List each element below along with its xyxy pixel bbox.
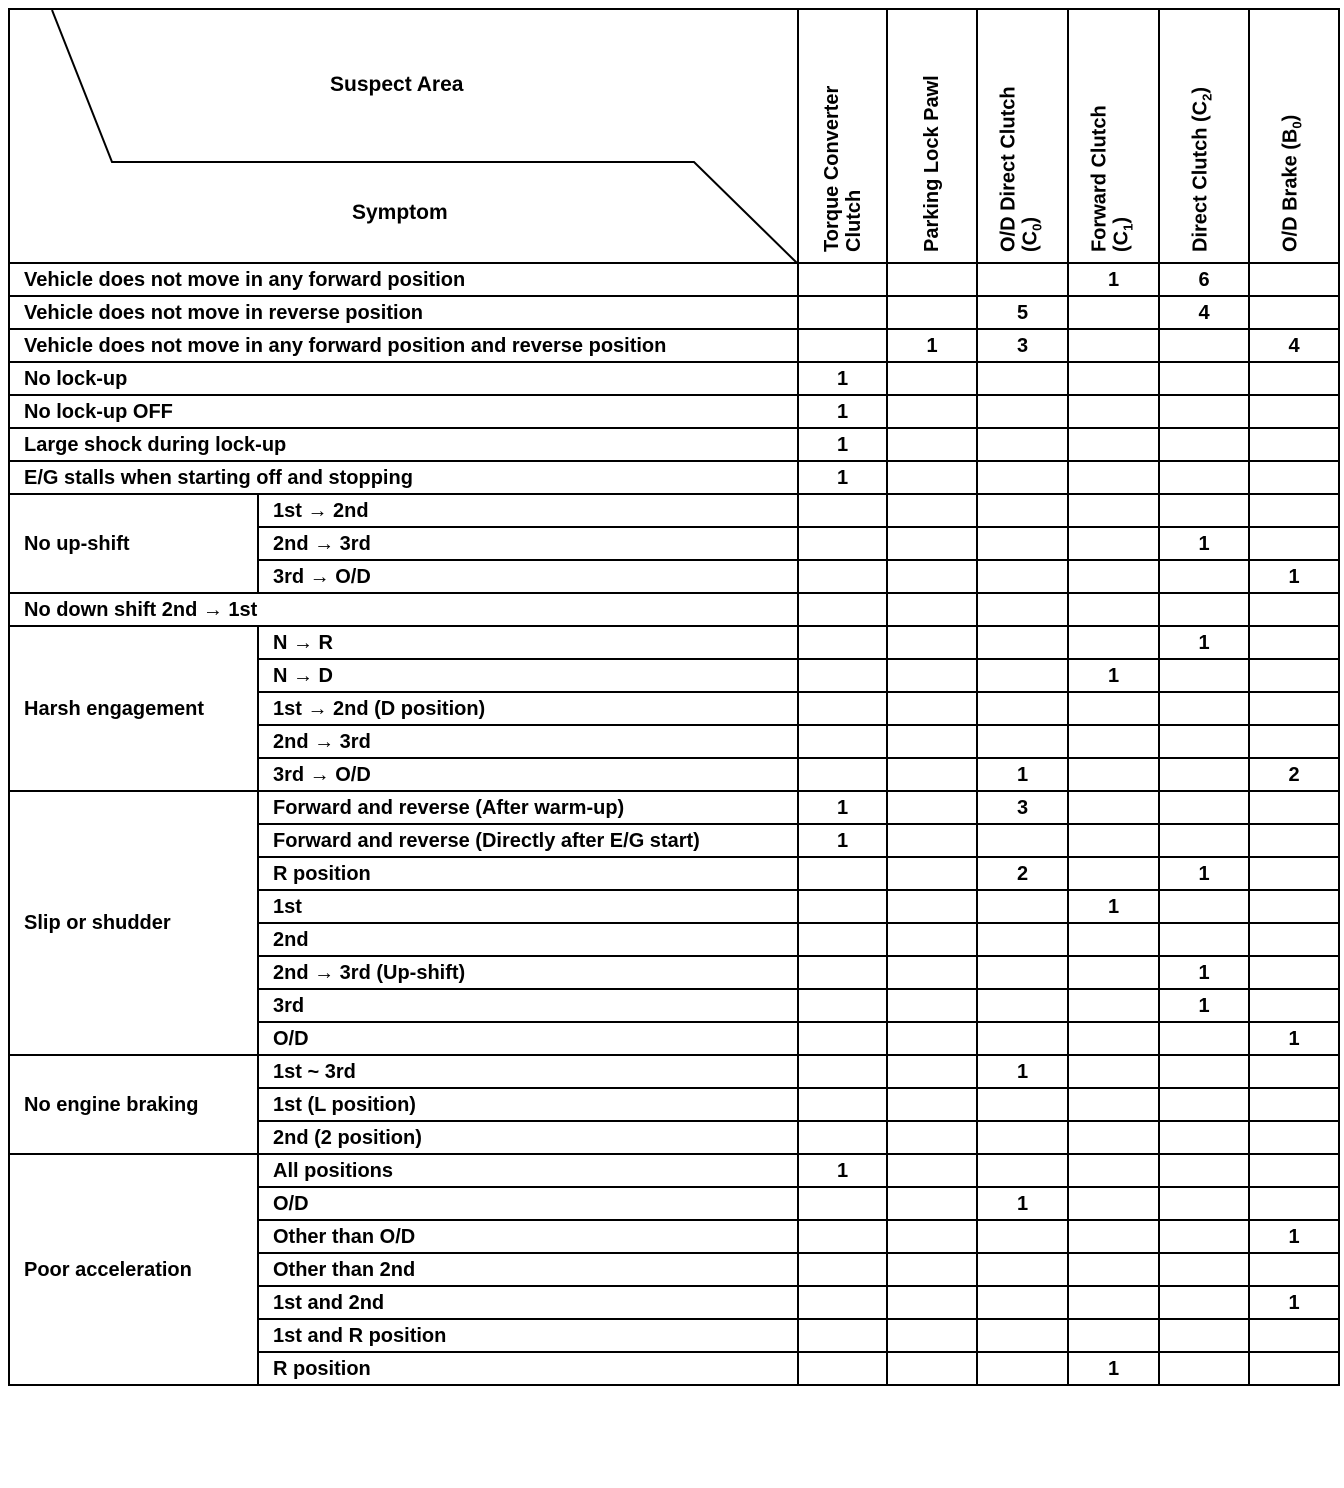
table-row: [9, 1154, 1339, 1187]
priority-cell: 1: [798, 461, 887, 494]
priority-cell: [977, 560, 1068, 593]
symptom-group-cell: Poor acceleration: [9, 1154, 258, 1385]
priority-cell: [798, 1352, 887, 1385]
priority-cell: 2: [977, 857, 1068, 890]
priority-cell: [887, 1319, 977, 1352]
priority-cell: [798, 923, 887, 956]
priority-cell: [798, 725, 887, 758]
priority-cell: [1068, 1022, 1159, 1055]
priority-cell: 1: [1249, 1286, 1339, 1319]
priority-cell: 1: [1068, 263, 1159, 296]
priority-cell: [1068, 626, 1159, 659]
priority-cell: [798, 1121, 887, 1154]
suspect-area-label: Suspect Area: [330, 73, 464, 96]
priority-cell: [887, 923, 977, 956]
table-row: [9, 395, 1339, 428]
priority-cell: 1: [1159, 956, 1249, 989]
priority-cell: [1249, 296, 1339, 329]
priority-cell: [798, 1022, 887, 1055]
sub-symptom-cell: Forward and reverse (After warm-up): [258, 791, 798, 824]
priority-cell: 1: [1249, 1022, 1339, 1055]
priority-cell: [798, 956, 887, 989]
priority-cell: [1249, 626, 1339, 659]
priority-cell: [887, 1253, 977, 1286]
priority-cell: [887, 857, 977, 890]
symptom-group-cell: Slip or shudder: [9, 791, 258, 1055]
header-row: [9, 9, 1339, 263]
table-row: [9, 296, 1339, 329]
priority-cell: [977, 362, 1068, 395]
priority-cell: [977, 1352, 1068, 1385]
priority-cell: [798, 857, 887, 890]
priority-cell: [977, 593, 1068, 626]
priority-cell: [1068, 956, 1159, 989]
priority-cell: [977, 659, 1068, 692]
priority-cell: [1249, 824, 1339, 857]
priority-cell: [1068, 923, 1159, 956]
priority-cell: [1068, 362, 1159, 395]
priority-cell: [977, 890, 1068, 923]
sub-symptom-cell: All positions: [258, 1154, 798, 1187]
sub-symptom-cell: N → R: [258, 626, 798, 659]
table-row: [9, 626, 1339, 659]
priority-cell: 3: [977, 791, 1068, 824]
priority-cell: [1159, 395, 1249, 428]
priority-cell: [1068, 560, 1159, 593]
sub-symptom-cell: 1st → 2nd (D position): [258, 692, 798, 725]
table-body: [9, 263, 1339, 1385]
priority-cell: [798, 1253, 887, 1286]
priority-cell: [1068, 989, 1159, 1022]
column-header-torque-converter-clutch: Torque Converter Clutch: [798, 9, 887, 263]
priority-cell: [1159, 758, 1249, 791]
priority-cell: 1: [1068, 890, 1159, 923]
table-row: [9, 593, 1339, 626]
priority-cell: 1: [1159, 989, 1249, 1022]
priority-cell: [1249, 1352, 1339, 1385]
sub-symptom-cell: R position: [258, 857, 798, 890]
priority-cell: [1249, 1121, 1339, 1154]
priority-cell: 1: [1068, 1352, 1159, 1385]
priority-cell: [887, 296, 977, 329]
priority-cell: [798, 296, 887, 329]
priority-cell: [1249, 1187, 1339, 1220]
priority-cell: [977, 1154, 1068, 1187]
priority-cell: [1159, 1088, 1249, 1121]
priority-cell: [1249, 857, 1339, 890]
header-corner-cell: [9, 9, 798, 263]
symptom-cell: Large shock during lock-up: [9, 428, 798, 461]
priority-cell: [1068, 395, 1159, 428]
priority-cell: [887, 1286, 977, 1319]
priority-cell: 1: [1068, 659, 1159, 692]
priority-cell: [887, 1055, 977, 1088]
priority-cell: [1068, 1319, 1159, 1352]
sub-symptom-cell: O/D: [258, 1187, 798, 1220]
sub-symptom-cell: 1st → 2nd: [258, 494, 798, 527]
sub-symptom-cell: 3rd → O/D: [258, 758, 798, 791]
priority-cell: [1159, 725, 1249, 758]
priority-cell: [1068, 758, 1159, 791]
symptom-group-cell: No up-shift: [9, 494, 258, 593]
priority-cell: [1159, 791, 1249, 824]
priority-cell: [1068, 1154, 1159, 1187]
priority-cell: 2: [1249, 758, 1339, 791]
priority-cell: [887, 428, 977, 461]
sub-symptom-cell: 3rd: [258, 989, 798, 1022]
priority-cell: [1159, 890, 1249, 923]
priority-cell: 1: [977, 1187, 1068, 1220]
priority-cell: [887, 758, 977, 791]
priority-cell: [1159, 494, 1249, 527]
sub-symptom-cell: 2nd → 3rd (Up-shift): [258, 956, 798, 989]
priority-cell: [1159, 461, 1249, 494]
troubleshooting-matrix: [8, 8, 1338, 1386]
priority-cell: [977, 725, 1068, 758]
priority-cell: [1249, 1319, 1339, 1352]
priority-cell: [1068, 527, 1159, 560]
priority-cell: [1249, 1253, 1339, 1286]
priority-cell: [887, 1154, 977, 1187]
priority-cell: [887, 659, 977, 692]
priority-cell: [977, 263, 1068, 296]
priority-cell: [1159, 1121, 1249, 1154]
priority-cell: [1159, 1352, 1249, 1385]
priority-cell: [887, 1220, 977, 1253]
priority-cell: [977, 824, 1068, 857]
priority-cell: 1: [977, 758, 1068, 791]
priority-cell: 1: [977, 1055, 1068, 1088]
priority-cell: [798, 593, 887, 626]
sub-symptom-cell: N → D: [258, 659, 798, 692]
priority-cell: [1068, 329, 1159, 362]
priority-cell: [798, 494, 887, 527]
symptom-cell: No lock-up OFF: [9, 395, 798, 428]
priority-cell: [1159, 1286, 1249, 1319]
sub-symptom-cell: 3rd → O/D: [258, 560, 798, 593]
priority-cell: [798, 329, 887, 362]
sub-symptom-cell: R position: [258, 1352, 798, 1385]
table-row: [9, 461, 1339, 494]
priority-cell: [1159, 1253, 1249, 1286]
priority-cell: 1: [798, 824, 887, 857]
priority-cell: [1068, 296, 1159, 329]
priority-cell: [798, 527, 887, 560]
priority-cell: [1249, 461, 1339, 494]
priority-cell: [1068, 824, 1159, 857]
sub-symptom-cell: Forward and reverse (Directly after E/G start): [258, 824, 798, 857]
symptom-cell: Vehicle does not move in reverse position: [9, 296, 798, 329]
priority-cell: 1: [798, 428, 887, 461]
priority-cell: [1068, 1253, 1159, 1286]
column-header-forward-clutch: Forward Clutch $(C_1)$: [1068, 9, 1159, 263]
priority-cell: [887, 692, 977, 725]
sub-symptom-cell: 2nd (2 position): [258, 1121, 798, 1154]
table-row: [9, 791, 1339, 824]
priority-cell: [1068, 1055, 1159, 1088]
symptom-cell: Vehicle does not move in any forward position and reverse position: [9, 329, 798, 362]
priority-cell: [798, 1286, 887, 1319]
column-header-parking-lock-pawl: Parking Lock Pawl: [887, 9, 977, 263]
priority-cell: [1068, 857, 1159, 890]
priority-cell: [887, 725, 977, 758]
priority-cell: [887, 1187, 977, 1220]
priority-cell: 1: [1249, 560, 1339, 593]
priority-cell: [887, 263, 977, 296]
priority-cell: [977, 923, 1068, 956]
priority-cell: [977, 1253, 1068, 1286]
table-row: [9, 329, 1339, 362]
priority-cell: [1068, 461, 1159, 494]
priority-cell: [887, 956, 977, 989]
priority-cell: 5: [977, 296, 1068, 329]
sub-symptom-cell: O/D: [258, 1022, 798, 1055]
priority-cell: [798, 626, 887, 659]
sub-symptom-cell: 1st: [258, 890, 798, 923]
priority-cell: [798, 1319, 887, 1352]
priority-cell: [1159, 560, 1249, 593]
priority-cell: [1159, 593, 1249, 626]
priority-cell: [798, 560, 887, 593]
sub-symptom-cell: 1st ~ 3rd: [258, 1055, 798, 1088]
table-row: [9, 494, 1339, 527]
priority-cell: [1249, 593, 1339, 626]
priority-cell: [1249, 692, 1339, 725]
priority-cell: [1068, 1088, 1159, 1121]
priority-cell: [1249, 989, 1339, 1022]
priority-cell: [977, 1220, 1068, 1253]
priority-cell: [887, 1088, 977, 1121]
priority-cell: [977, 692, 1068, 725]
priority-cell: [1249, 1055, 1339, 1088]
priority-cell: [1068, 692, 1159, 725]
symptom-cell: E/G stalls when starting off and stopping: [9, 461, 798, 494]
sub-symptom-cell: 2nd: [258, 923, 798, 956]
priority-cell: [977, 494, 1068, 527]
priority-cell: [1249, 659, 1339, 692]
priority-cell: [1159, 923, 1249, 956]
table-row: [9, 428, 1339, 461]
priority-cell: [1249, 1088, 1339, 1121]
priority-cell: [887, 989, 977, 1022]
priority-cell: [977, 1121, 1068, 1154]
priority-cell: [1249, 494, 1339, 527]
sub-symptom-cell: 2nd → 3rd: [258, 527, 798, 560]
priority-cell: [1159, 1220, 1249, 1253]
column-header-od-direct-clutch: O/D Direct Clutch $(C_0)$: [977, 9, 1068, 263]
priority-cell: [1249, 725, 1339, 758]
priority-cell: [798, 758, 887, 791]
priority-cell: [798, 263, 887, 296]
priority-cell: [798, 692, 887, 725]
sub-symptom-cell: 1st and 2nd: [258, 1286, 798, 1319]
priority-cell: [1159, 659, 1249, 692]
priority-cell: [798, 659, 887, 692]
priority-cell: [887, 1022, 977, 1055]
priority-cell: [1159, 824, 1249, 857]
priority-cell: [887, 824, 977, 857]
priority-cell: [1249, 395, 1339, 428]
priority-cell: [1249, 923, 1339, 956]
priority-cell: [887, 527, 977, 560]
priority-cell: [977, 626, 1068, 659]
priority-cell: [1159, 692, 1249, 725]
priority-cell: [977, 1022, 1068, 1055]
priority-cell: [1159, 1055, 1249, 1088]
sub-symptom-cell: Other than O/D: [258, 1220, 798, 1253]
symptom-label: Symptom: [352, 201, 448, 224]
priority-cell: [887, 395, 977, 428]
priority-cell: [977, 428, 1068, 461]
priority-cell: [977, 956, 1068, 989]
priority-cell: [977, 395, 1068, 428]
priority-cell: [977, 989, 1068, 1022]
priority-cell: [1159, 1154, 1249, 1187]
sub-symptom-cell: Other than 2nd: [258, 1253, 798, 1286]
priority-cell: 1: [798, 1154, 887, 1187]
priority-cell: [887, 593, 977, 626]
priority-cell: [887, 890, 977, 923]
priority-cell: [977, 1319, 1068, 1352]
priority-cell: [1159, 1022, 1249, 1055]
priority-cell: [887, 461, 977, 494]
priority-cell: 6: [1159, 263, 1249, 296]
priority-cell: [1068, 428, 1159, 461]
symptom-cell: Vehicle does not move in any forward position: [9, 263, 798, 296]
symptom-suspect-table: [8, 8, 1340, 1386]
priority-cell: [887, 494, 977, 527]
table-row: [9, 1055, 1339, 1088]
priority-cell: 1: [887, 329, 977, 362]
priority-cell: [1068, 494, 1159, 527]
symptom-group-cell: No engine braking: [9, 1055, 258, 1154]
priority-cell: [1159, 329, 1249, 362]
priority-cell: [1249, 263, 1339, 296]
priority-cell: [1249, 362, 1339, 395]
priority-cell: 1: [1159, 527, 1249, 560]
priority-cell: [1159, 362, 1249, 395]
priority-cell: [798, 1220, 887, 1253]
priority-cell: [1249, 428, 1339, 461]
priority-cell: [1068, 791, 1159, 824]
priority-cell: [887, 791, 977, 824]
priority-cell: [887, 560, 977, 593]
sub-symptom-cell: 2nd → 3rd: [258, 725, 798, 758]
priority-cell: [1159, 428, 1249, 461]
priority-cell: [798, 1088, 887, 1121]
table-row: [9, 362, 1339, 395]
symptom-group-cell: Harsh engagement: [9, 626, 258, 791]
priority-cell: [1249, 791, 1339, 824]
priority-cell: [1068, 1121, 1159, 1154]
priority-cell: [977, 1286, 1068, 1319]
priority-cell: 1: [798, 791, 887, 824]
sub-symptom-cell: 1st (L position): [258, 1088, 798, 1121]
priority-cell: [1068, 1286, 1159, 1319]
column-header-direct-clutch: Direct Clutch $(C_2)$: [1159, 9, 1249, 263]
priority-cell: [1068, 1187, 1159, 1220]
table-row: [9, 263, 1339, 296]
priority-cell: [798, 989, 887, 1022]
priority-cell: [1249, 890, 1339, 923]
priority-cell: [1159, 1187, 1249, 1220]
priority-cell: [887, 362, 977, 395]
priority-cell: 4: [1159, 296, 1249, 329]
priority-cell: [1068, 725, 1159, 758]
symptom-cell: No lock-up: [9, 362, 798, 395]
priority-cell: [977, 527, 1068, 560]
column-header-od-brake: O/D Brake $(B_0)$: [1249, 9, 1339, 263]
sub-symptom-cell: 1st and R position: [258, 1319, 798, 1352]
priority-cell: 3: [977, 329, 1068, 362]
priority-cell: [977, 1088, 1068, 1121]
priority-cell: [887, 1352, 977, 1385]
priority-cell: [1249, 956, 1339, 989]
priority-cell: 1: [1159, 626, 1249, 659]
priority-cell: [798, 1055, 887, 1088]
symptom-cell: No down shift 2nd → 1st: [9, 593, 798, 626]
priority-cell: [798, 1187, 887, 1220]
priority-cell: 4: [1249, 329, 1339, 362]
priority-cell: [977, 461, 1068, 494]
priority-cell: [798, 890, 887, 923]
priority-cell: 1: [798, 362, 887, 395]
priority-cell: [1159, 1319, 1249, 1352]
priority-cell: 1: [1159, 857, 1249, 890]
priority-cell: [1249, 1154, 1339, 1187]
priority-cell: [1068, 593, 1159, 626]
priority-cell: [1068, 1220, 1159, 1253]
priority-cell: 1: [798, 395, 887, 428]
diagonal-divider: [10, 10, 799, 264]
priority-cell: [887, 1121, 977, 1154]
priority-cell: [887, 626, 977, 659]
priority-cell: 1: [1249, 1220, 1339, 1253]
priority-cell: [1249, 527, 1339, 560]
